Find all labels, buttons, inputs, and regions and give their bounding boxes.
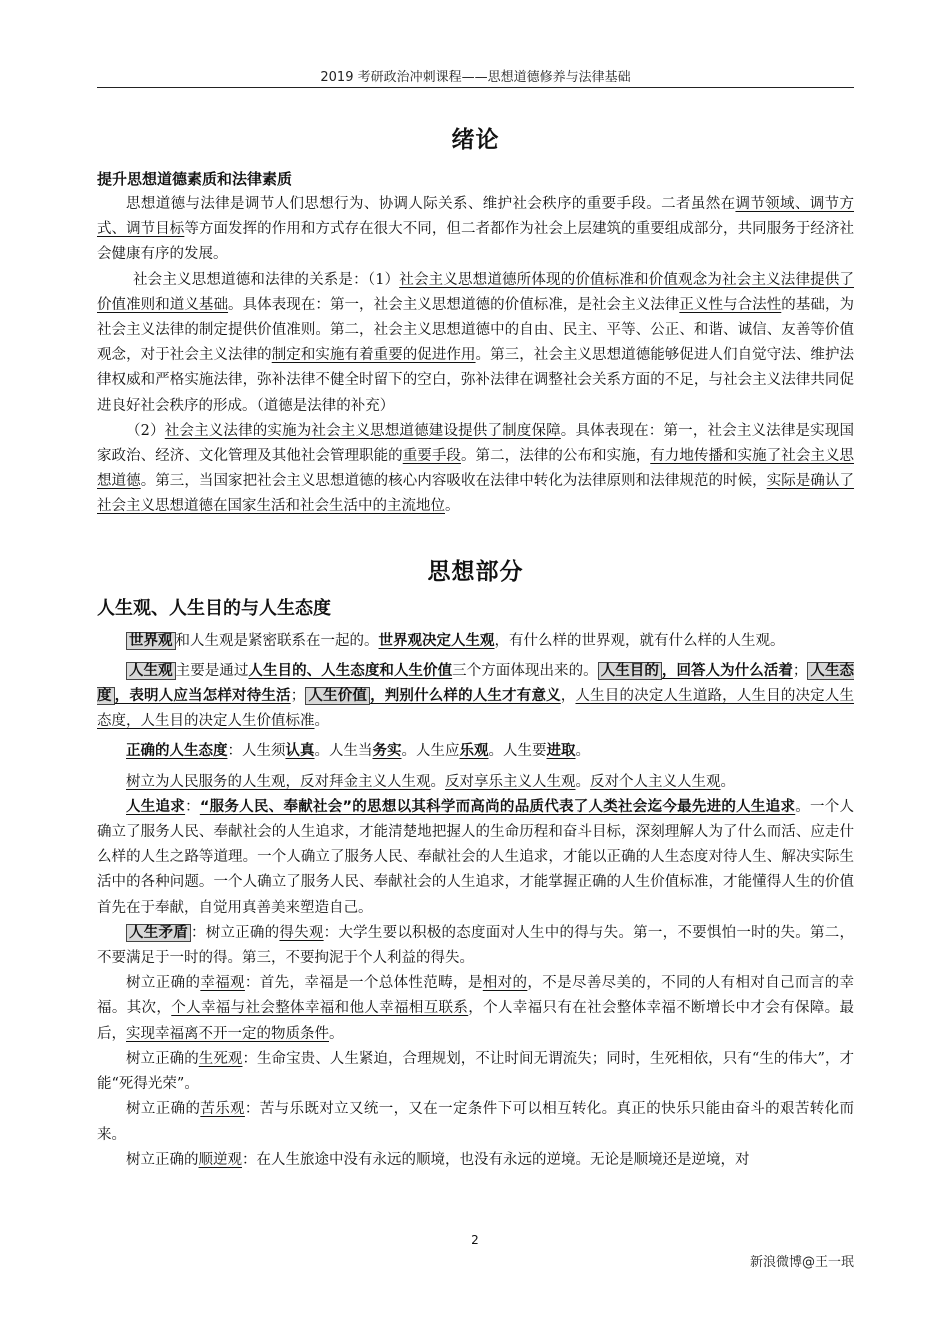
page-content: [97, 120, 854, 1173]
intro-paragraph-2: 社会主义思想道德和法律的关系是：（1）社会主义思想道德所体现的价值标准和价值观念为社会主义法律提供了价值准则和道义基础。具体表现在：第一，社会主义思想道德的价值标准，是社会主义法律正义性与合法性的基础，为社会主义法律的制定提供价值准则。第二，社会主义思想道德中的自由、民主、平等、公正、和谐、诚信、友善等价值观念，对于社会主义法律的制定和实施有着重要的促进作用。第三，社会主义思想道德能够促进人们自觉守法、维护法律权威和严格实施法律，弥补法律不健全时留下的空白，弥补法律在调整社会关系方面的不足，与社会主义法律共同促进良好社会秩序的形成。（道德是法律的补充）: [97, 271, 855, 414]
intro-subtitle: 提升思想道德素质和法律素质: [97, 170, 293, 188]
intro-paragraph-3: （2）社会主义法律的实施为社会主义思想道德建设提供了制度保障。具体表现在：第一，社会主义法律是实现国家政治、经济、文化管理及其他社会管理职能的重要手段。第二，法律的公布和实施，有力地传播和实施了社会主义思想道德。第三，当国家把社会主义思想道德的核心内容吸收在法律中转化为法律原则和法律规范的时候，实际是确认了社会主义思想道德在国家生活和社会生活中的主流地位。: [97, 422, 855, 515]
header-divider: [97, 87, 854, 88]
thought-paragraph-7: 树立正确的幸福观：首先，幸福是一个总体性范畴，是相对的，不是尽善尽美的，不同的人有相对自己而言的幸福。其次，个人幸福与社会整体幸福和他人幸福相互联系，个人幸福只有在社会整体幸福不断增长中才会有保障。最后，实现幸福离不开一定的物质条件。: [97, 975, 855, 1042]
thought-paragraph-2: 人生观 主要是通过人生目的、人生态度和人生价值三个方面体现出来的。 人生目的 ，回答人为什么活着； 人生态度 ，表明人应当怎样对待生活； 人生价值 ，判别什么样的人生才有意义，人生目的决定人生道路，人生目的决定人生态度，人生目的决定人生价值标准。: [97, 662, 855, 730]
highlight-box: 世界观: [126, 632, 176, 650]
thought-paragraph-6: 人生矛盾 ：树立正确的得失观：大学生要以积极的态度面对人生中的得与失。第一，不要惧怕一时的失。第二，不要满足于一时的得。第三，不要拘泥于个人利益的得失。: [97, 924, 855, 967]
thought-title: 思想部分: [427, 558, 524, 585]
highlight-box: 人生态度: [97, 662, 855, 705]
page-footer: 新浪微博@王一珉: [749, 1255, 854, 1270]
page-number: 2: [471, 1233, 479, 1247]
section-heading: 人生观、人生目的与人生态度: [97, 597, 331, 619]
thought-paragraph-8: 树立正确的生死观：生命宝贵、人生紧迫，合理规划，不让时间无谓流失；同时，生死相依，只有“生的伟大”，才能“死得光荣”。: [97, 1050, 855, 1093]
intro-title: 绪论: [451, 127, 500, 153]
thought-paragraph-3: 正确的人生态度：人生须认真。人生当务实。人生应乐观。人生要进取。: [126, 743, 590, 760]
thought-paragraph-10: 树立正确的顺逆观：在人生旅途中没有永远的顺境，也没有永远的逆境。无论是顺境还是逆境，对: [126, 1151, 750, 1168]
highlight-box: 人生矛盾: [126, 924, 191, 942]
intro-paragraph-1: 思想道德与法律是调节人们思想行为、协调人际关系、维护社会秩序的重要手段。二者虽然在调节领域、调节方式、调节目标等方面发挥的作用和方式存在很大不同，但二者都作为社会上层建筑的重要组成部分，共同服务于经济社会健康有序的发展。: [97, 196, 855, 263]
highlight-box: 人生价值: [305, 687, 370, 705]
highlight-box: 人生观: [126, 662, 176, 680]
thought-paragraph-4: 树立为人民服务的人生观，反对拜金主义人生观。反对享乐主义人生观。反对个人主义人生观。: [126, 773, 735, 790]
thought-paragraph-9: 树立正确的苦乐观：苦与乐既对立又统一，又在一定条件下可以相互转化。真正的快乐只能由奋斗的艰苦转化而来。: [97, 1101, 855, 1143]
thought-paragraph-1: 世界观 和人生观是紧密联系在一起的。世界观决定人生观，有什么样的世界观，就有什么样的人生观。: [97, 629, 854, 654]
highlight-box: 人生目的: [598, 662, 662, 680]
thought-paragraph-5: 人生追求：“服务人民、奉献社会”的思想以其科学而高尚的品质代表了人类社会迄今最先进的人生追求。一个人确立了服务人民、奉献社会的人生追求，才能清楚地把握人的生命历程和奋斗目标，深刻理解人为了什么而活、应走什么样的人生之路等道理。一个人确立了服务人民、奉献社会的人生追求，才能以正确的人生态度对待人生、解决实际生活中的各种问题。一个人确立了服务人民、奉献社会的人生追求，才能掌握正确的人生价值标准，才能懂得人生的价值首先在于奉献，自觉用真善美来塑造自己。: [97, 798, 855, 916]
page-header: 2019 考研政治冲刺课程——思想道德修养与法律基础: [320, 70, 631, 85]
